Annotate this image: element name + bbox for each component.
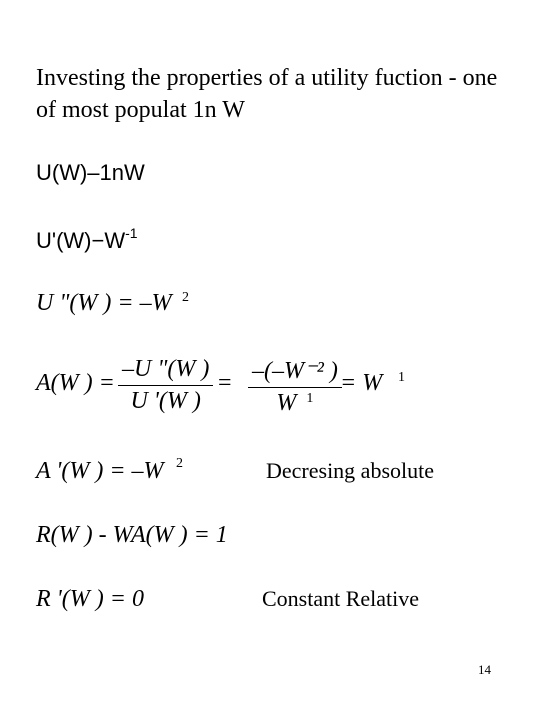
fraction-1-numerator: –U "(W ) (122, 356, 210, 382)
second-derivative-exponent: 2 (182, 290, 189, 305)
utility-function: U(W)–1nW (36, 160, 145, 185)
absolute-risk-rhs: = W (340, 370, 383, 396)
fraction-2-bar (248, 387, 342, 388)
absolute-risk-fraction-1 (118, 356, 213, 415)
slide-title: Investing the properties of a utility fuction - one of most populat 1n W (36, 65, 498, 123)
absolute-risk-derivative-exponent: 2 (176, 456, 183, 471)
fraction-2-denominator (248, 390, 342, 417)
absolute-risk-rhs-exponent: 1 (398, 370, 405, 385)
first-derivative-exponent: -1 (125, 225, 138, 241)
second-derivative-lhs: U "(W ) = –W (36, 290, 172, 316)
first-derivative-base: U'(W)−W (36, 228, 126, 253)
absolute-risk-fraction-2 (248, 356, 342, 417)
absolute-risk-derivative: A '(W ) = –W (36, 458, 164, 484)
first-derivative (36, 225, 138, 254)
relative-risk-derivative: R '(W ) = 0 (36, 586, 144, 612)
constant-relative-label: Constant Relative (262, 586, 420, 611)
absolute-risk-equals: = (218, 370, 232, 396)
fraction-1-bar (118, 385, 213, 386)
decreasing-absolute-label: Decresing absolute (266, 458, 434, 483)
fraction-1-denominator: U '(W ) (130, 388, 201, 414)
fraction-2-denominator-exponent: 1 (306, 391, 314, 406)
page-number: 14 (478, 662, 491, 677)
absolute-risk-lhs: A(W ) = (36, 370, 115, 396)
second-derivative (36, 290, 172, 317)
fraction-2-numerator: –(–W⁻² ) (252, 358, 338, 384)
relative-risk: R(W ) - WA(W ) = 1 (36, 522, 228, 548)
fraction-2-denominator-base: W (276, 390, 297, 416)
